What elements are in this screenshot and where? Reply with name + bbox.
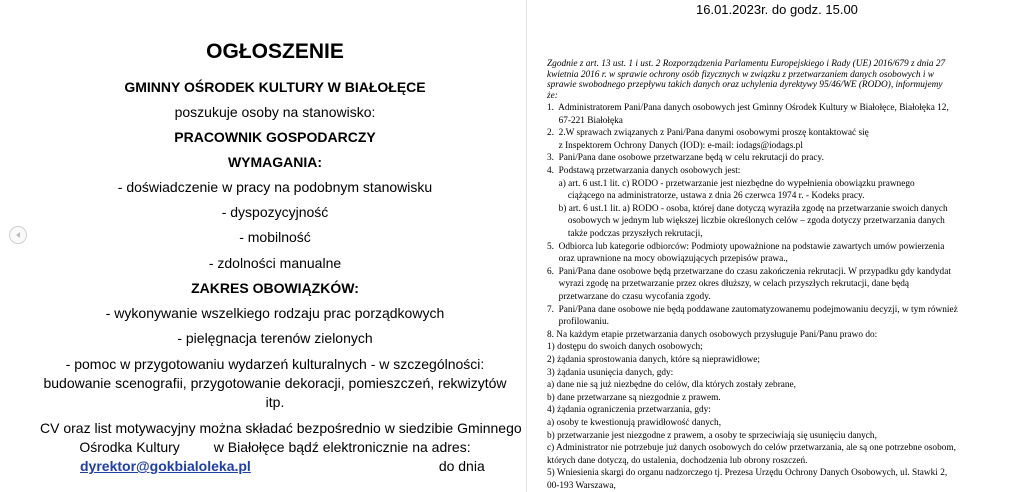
duty-item: - pielęgnacja terenów zielonych (177, 330, 373, 346)
gdpr-clause-line: 2. 2.W sprawach związanych z Pani/Pana danymi osobowymi proszę kontaktować się (547, 128, 869, 139)
gdpr-clause-line: oraz uprawnione na mocy obowiązujących przepisów prawa., (547, 254, 788, 265)
gdpr-clause-line: c) Administrator nie potrzebuje już danych osobowych do celów przetwarzania, ale są one potrzebne osobom, (547, 443, 956, 454)
duty-item: budowanie scenografii, przygotowanie dekoracji, pomieszczeń, rekwizytów (43, 375, 507, 391)
requirement-item: - dyspozycyjność (221, 204, 329, 220)
requirements-heading: WYMAGANIA: (227, 154, 323, 170)
cv-instructions-line2 (40, 439, 510, 455)
page-title: OGŁOSZENIE (206, 40, 344, 63)
gdpr-clause-line: 5) Wniesienia skargi do organu nadzorczego tj. Prezesa Urzędu Ochrony Danych Osobowych, ul. Stawki 2, (547, 468, 948, 479)
gdpr-clause-line: 1) dostępu do swoich danych osobowych; (547, 342, 703, 353)
gdpr-clause-line: wyrazi zgodę na przetwarzanie przez okres dłuższy, w celach przyszłych rekrutacji, dane będą (547, 279, 910, 290)
gdpr-intro-line: Zgodnie z art. 13 ust. 1 i ust. 2 Rozporządzenia Parlamentu Europejskiego i Rady (UE) 2016/679 z dnia 27 (547, 59, 946, 69)
gdpr-clause-line: 67-221 Białołęka (547, 115, 623, 126)
gdpr-intro-line: że: (547, 90, 558, 101)
page-divider (526, 0, 527, 492)
gdpr-clause-line: 2) żądania sprostowania danych, które są nieprawidłowe; (547, 355, 760, 365)
duty-item: - wykonywanie wszelkiego rodzaju prac porządkowych (105, 305, 445, 321)
gdpr-clause-line: 4) żądania ograniczenia przetwarzania, gdy: (547, 405, 711, 416)
deadline-date: 16.01.2023r. do godz. 15.00 (696, 2, 858, 17)
duty-item: - pomoc w przygotowaniu wydarzeń kulturalnych - w szczególności: (65, 356, 485, 372)
email-line (80, 458, 485, 474)
gdpr-clause-line: a) osoby te kwestionują prawidłowość danych, (547, 418, 722, 428)
requirement-item: - mobilność (239, 229, 311, 245)
email-link[interactable]: dyrektor@gokbialoleka.pl (80, 458, 251, 474)
position-title: PRACOWNIK GOSPODARCZY (174, 129, 376, 145)
gdpr-clause-line: których dane dotyczą, do ustalenia, dochodzenia lub obrony roszczeń. (547, 455, 808, 466)
gdpr-clause-line: przetwarzane do czasu wycofania zgody. (547, 292, 711, 302)
gdpr-clause-line: 5. Odbiorca lub kategorie odbiorców: Podmioty upoważnione na podstawie zawartych umów powierzenia (547, 241, 945, 252)
cv-org-text: Ośrodka Kultury (79, 439, 180, 455)
gdpr-clause-line: a) dane nie są już niezbędne do celów, dla których zostały zebrane, (547, 380, 797, 391)
organization-name: GMINNY OŚRODEK KULTURY W BIAŁOŁĘCE (124, 79, 426, 95)
gdpr-clause-line: 7. Pani/Pana dane osobowe nie będą poddawane zautomatyzowanemu podejmowaniu decyzji, w tym również (547, 304, 958, 315)
gdpr-clause-line: b) przetwarzanie jest niezgodne z prawem, a osoby te sprzeciwiają się usunięciu danych, (547, 430, 877, 441)
seeks-text: poszukuje osoby na stanowisko: (174, 104, 376, 120)
gdpr-clause-line: a) art. 6 ust.1 lit. c) RODO - przetwarzanie jest niezbędne do wypełnienia obowiązku prawnego (547, 178, 915, 189)
gdpr-clause-line: ciążącego na administratorze, ustawa z dnia 26 czerwca 1974 r. - Kodeks pracy. (547, 191, 865, 202)
requirement-item: - zdolności manualne (208, 255, 342, 271)
gdpr-intro-line: sprawie swobodnego przepływu takich danych oraz uchylenia dyrektywy 95/46/WE (RODO), informujemy (547, 80, 943, 90)
gdpr-clause-line: 1. Administratorem Pani/Pana danych osobowych jest Gminny Ośrodek Kultury w Białołęce, Białołęka 12, (547, 103, 949, 113)
gdpr-clause-line: 00-193 Warszawa, (547, 481, 616, 491)
gdpr-clause-line: b) dane przetwarzane są niezgodnie z prawem. (547, 392, 721, 403)
cv-address-text: w Białołęce bądź elektronicznie na adres: (213, 439, 471, 455)
gdpr-clause-line: 4. Podstawą przetwarzania danych osobowych jest: (547, 166, 741, 176)
gdpr-clause-line: 8. Na każdym etapie przetwarzania danych osobowych przysługuje Pani/Panu prawo do: (547, 329, 878, 340)
gdpr-clause-line: profilowaniu. (547, 317, 609, 328)
gdpr-intro-line: kwietnia 2016 r. w sprawie ochrony osób fizycznych w związku z przetwarzaniem danych osobowych i w (547, 69, 935, 80)
gdpr-clause-line: 6. Pani/Pana dane osobowe będą przetwarzane do czasu zakończenia rekrutacji. W przypadku gdy kandydat (547, 266, 951, 277)
gdpr-clause-line: także podczas przyszłych rekrutacji, (547, 229, 703, 239)
duties-heading: ZAKRES OBOWIĄZKÓW: (191, 280, 359, 296)
cv-instructions: CV oraz list motywacyjny można składać bezpośrednio w siedzibie Gminnego (40, 420, 522, 436)
gdpr-clause-line: b) art. 6 ust.1 lit. a) RODO - osoba, której dane dotyczą wyraziła zgodę na przetwarzanie swoich danych (547, 203, 948, 214)
gdpr-clause-line: osobowych w jednym lub większej liczbie określonych celów – zgoda dotyczy przetwarzania danych (547, 216, 945, 227)
gdpr-clause-line: 3. Pani/Pana dane osobowe przetwarzane będą w celu rekrutacji do pracy. (547, 153, 824, 164)
duty-item: itp. (265, 394, 285, 410)
requirement-item: - doświadczenie w pracy na podobnym stanowisku (117, 179, 433, 195)
previous-page-arrow-icon[interactable] (9, 226, 27, 244)
gdpr-clause-line: 3) żądania usunięcia danych, gdy: (547, 367, 674, 378)
until-text: do dnia (438, 458, 485, 474)
gdpr-clause-line: z Inspektorem Ochrony Danych (IOD): e-mail: iodags@iodags.pl (547, 140, 803, 151)
